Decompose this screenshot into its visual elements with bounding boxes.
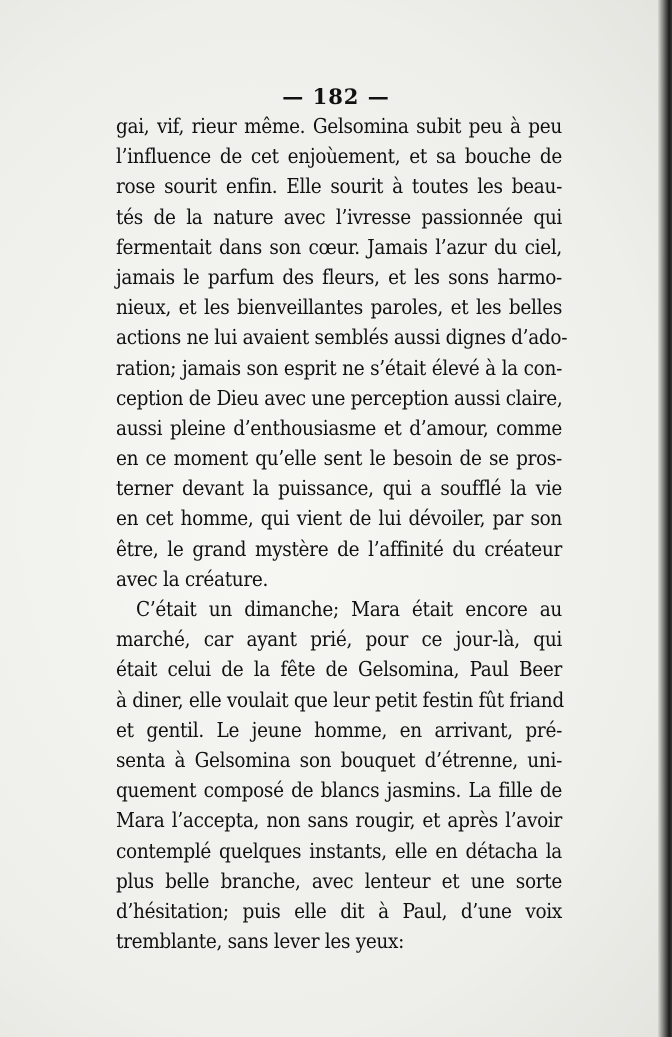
page-binding-edge [658,0,672,1037]
text-line: fermentait dans son cœur. Jamais l’azur du ciel, [116,234,562,259]
text-line: tremblante, sans lever les yeux: [116,929,405,954]
text-line: actions ne lui avaient semblés aussi dignes d’ado- [116,325,568,350]
text-line: tés de la nature avec l’ivresse passionnée qui [116,204,562,229]
text-line: nieux, et les bienveillantes paroles, et les belles [116,295,562,320]
text-line: ception de Dieu avec une perception aussi claire, [116,385,563,410]
text-line: en cet homme, qui vient de lui dévoiler, par son [116,506,562,531]
text-line: plus belle branche, avec lenteur et une sorte [116,868,562,893]
text-line: marché, car ayant prié, pour ce jour-là, qui [116,627,562,652]
text-line: l’influence de cet enjoùement, et sa bouche de [116,144,562,169]
text-line: en ce moment qu’elle sent le besoin de se pros- [116,446,562,471]
text-line: Mara l’accepta, non sans rougir, et après l’avoir [116,808,562,833]
text-line: avec la créature. [116,566,269,591]
text-line: être, le grand mystère de l’affinité du créateur [116,536,562,561]
text-line: ration; jamais son esprit ne s’était élevé à la con- [116,355,562,380]
text-line: et gentil. Le jeune homme, en arrivant, pré- [116,717,562,742]
paragraph-2 [116,594,562,956]
text-body [116,111,568,956]
paragraph-1 [116,111,568,594]
text-line: C’était un dimanche; Mara était encore au [136,597,562,621]
text-line: quement composé de blancs jasmins. La fille de [116,778,562,803]
text-line: contemplé quelques instants, elle en détacha la [116,838,562,863]
text-line: senta à Gelsomina son bouquet d’étrenne, uni- [116,747,562,772]
text-line: aussi pleine d’enthousiasme et d’amour, comme [116,415,562,440]
text-line: gai, vif, rieur même. Gelsomina subit peu à peu [116,114,562,138]
text-line: à diner, elle voulait que leur petit festin fût friand [116,687,564,712]
page-number: — 182 — [282,84,390,109]
text-line: d’hésitation; puis elle dit à Paul, d’une voix [116,898,562,923]
text-line: rose sourit enfin. Elle sourit à toutes les beau- [116,174,562,199]
text-line: était celui de la fête de Gelsomina, Paul Beer [116,657,562,682]
text-line: jamais le parfum des fleurs, et les sons harmo- [116,264,562,289]
text-line: terner devant la puissance, qui a soufflé la vie [116,476,562,501]
